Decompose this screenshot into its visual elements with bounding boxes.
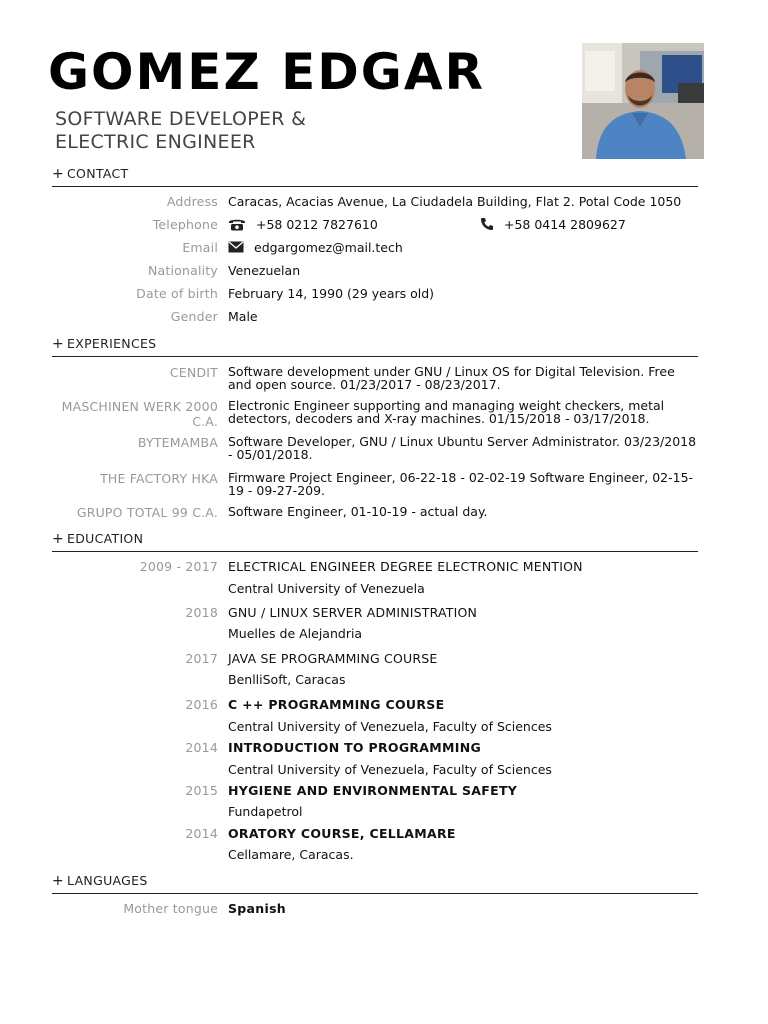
education-title: JAVA SE PROGRAMMING COURSE bbox=[228, 651, 438, 666]
education-institution: Central University of Venezuela, Faculty of Sciences bbox=[228, 719, 552, 734]
education-institution: Muelles de Alejandria bbox=[228, 626, 363, 641]
education-institution: Cellamare, Caracas. bbox=[228, 847, 354, 862]
experience-company: GRUPO TOTAL 99 C.A. bbox=[76, 505, 218, 520]
landline-phone-icon bbox=[228, 218, 246, 234]
experience-description: Firmware Project Engineer, 06-22-18 - 02-02-19 Software Engineer, 02-15-19 - 09-27-209. bbox=[228, 470, 694, 498]
dob-label: Date of birth bbox=[136, 286, 218, 301]
dob-value: February 14, 1990 (29 years old) bbox=[228, 286, 435, 301]
education-year: 2017 bbox=[185, 651, 218, 666]
plus-icon: + bbox=[52, 166, 65, 182]
experience-company: THE FACTORY HKA bbox=[100, 471, 218, 486]
plus-icon: + bbox=[52, 873, 65, 889]
experience-description: Software development under GNU / Linux OS for Digital Television. Free and open source. 01/23/2017 - 08/23/2017. bbox=[228, 364, 675, 392]
plus-icon: + bbox=[52, 336, 65, 352]
phone-1: +58 0212 7827610 bbox=[256, 217, 378, 232]
education-institution: Central University of Venezuela, Faculty of Sciences bbox=[228, 762, 552, 777]
mother-tongue-value: Spanish bbox=[228, 901, 287, 916]
experience-description: Software Developer, GNU / Linux Ubuntu Server Administrator. 03/23/2018 - 05/01/2018. bbox=[228, 434, 697, 462]
education-year: 2018 bbox=[185, 605, 218, 620]
job-title-line-1: SOFTWARE DEVELOPER & bbox=[55, 108, 307, 130]
job-title-line-2: ELECTRIC ENGINEER bbox=[55, 131, 256, 153]
email-address[interactable]: edgargomez@mail.tech bbox=[254, 240, 403, 255]
experience-description: Electronic Engineer supporting and managing weight checkers, metal detectors, decoders and X-ray machines. 01/15/2018 - 03/17/2018. bbox=[228, 398, 665, 426]
plus-icon: + bbox=[52, 531, 65, 547]
address-label: Address bbox=[166, 194, 218, 209]
education-year: 2009 - 2017 bbox=[139, 559, 218, 574]
education-institution: Fundapetrol bbox=[228, 804, 303, 819]
education-institution: BenlliSoft, Caracas bbox=[228, 672, 346, 687]
education-title: GNU / LINUX SERVER ADMINISTRATION bbox=[228, 605, 478, 620]
experience-company: BYTEMAMBA bbox=[137, 435, 218, 450]
section-title-languages: LANGUAGES bbox=[67, 873, 148, 888]
phone-2: +58 0414 2809627 bbox=[504, 217, 626, 232]
gender-label: Gender bbox=[170, 309, 218, 324]
education-title: INTRODUCTION TO PROGRAMMING bbox=[228, 740, 482, 755]
telephone-label: Telephone bbox=[152, 217, 218, 232]
section-title-experiences: EXPERIENCES bbox=[67, 336, 157, 351]
telephone-values bbox=[228, 217, 698, 234]
email-values bbox=[228, 240, 698, 256]
email-label: Email bbox=[182, 240, 218, 255]
address-value: Caracas, Acacias Avenue, La Ciudadela Building, Flat 2. Potal Code 1050 bbox=[228, 194, 682, 209]
education-title: ORATORY COURSE, CELLAMARE bbox=[228, 826, 456, 841]
nationality-value: Venezuelan bbox=[228, 263, 301, 278]
education-institution: Central University of Venezuela bbox=[228, 581, 425, 596]
section-header-languages bbox=[52, 873, 698, 894]
education-year: 2015 bbox=[185, 783, 218, 798]
mother-tongue-label: Mother tongue bbox=[123, 901, 218, 916]
education-year: 2014 bbox=[185, 740, 218, 755]
section-header-experiences bbox=[52, 336, 698, 357]
phone-2-wrap bbox=[480, 217, 626, 234]
envelope-icon bbox=[228, 241, 244, 256]
experience-company: CENDIT bbox=[169, 365, 218, 380]
gender-value: Male bbox=[228, 309, 258, 324]
person-name: GOMEZ EDGAR bbox=[48, 43, 486, 101]
profile-photo bbox=[582, 43, 704, 159]
experience-description: Software Engineer, 01-10-19 - actual day. bbox=[228, 504, 488, 519]
education-year: 2016 bbox=[185, 697, 218, 712]
nationality-label: Nationality bbox=[147, 263, 218, 278]
experience-company: MASCHINEN WERK 2000 C.A. bbox=[61, 399, 218, 429]
education-title: C ++ PROGRAMMING COURSE bbox=[228, 697, 445, 712]
section-header-contact bbox=[52, 166, 698, 187]
education-year: 2014 bbox=[185, 826, 218, 841]
education-title: ELECTRICAL ENGINEER DEGREE ELECTRONIC MENTION bbox=[228, 559, 583, 574]
education-title: HYGIENE AND ENVIRONMENTAL SAFETY bbox=[228, 783, 518, 798]
section-title-contact: CONTACT bbox=[67, 166, 129, 181]
job-title bbox=[55, 108, 306, 154]
phone-handset-icon bbox=[480, 217, 494, 234]
section-title-education: EDUCATION bbox=[67, 531, 144, 546]
section-header-education bbox=[52, 531, 698, 552]
